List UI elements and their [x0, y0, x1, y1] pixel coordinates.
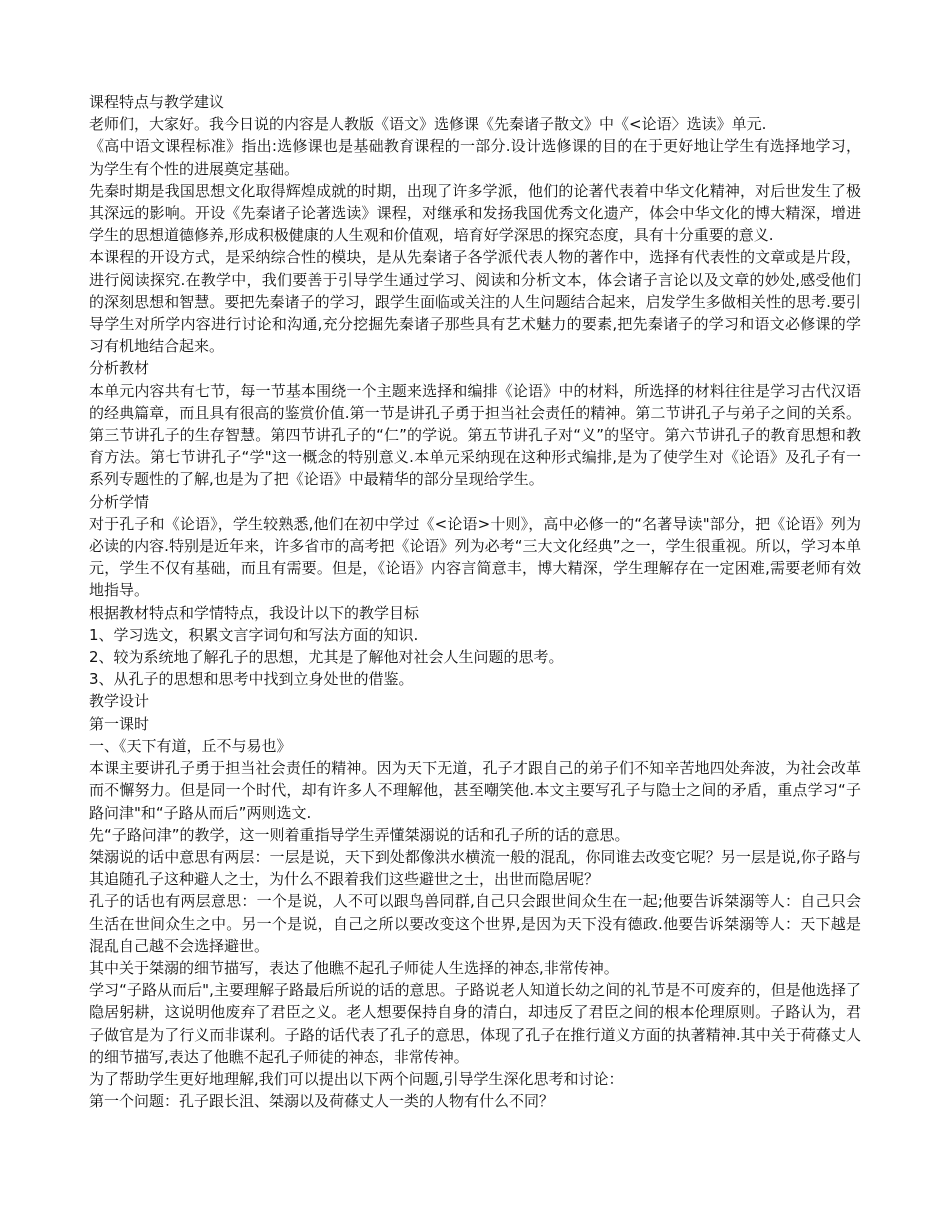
paragraph: 孔子的话也有两层意思：一个是说，人不可以跟鸟兽同群,自己只会跟世间众生在一起;他要告诉桀溺等人：自己只会生活在世间众生之中。另一个是说，自己之所以要改变这个世界,是因为天下没有德政.他要告诉桀溺等人：天下越是混乱自己越不会选择避世。	[89, 892, 861, 955]
paragraph: 为了帮助学生更好地理解,我们可以提出以下两个问题,引导学生深化思考和讨论：	[89, 1069, 624, 1088]
teaching-goal-item: 2、较为系统地了解孔子的思想，尤其是了解他对社会人生问题的思考。	[89, 648, 564, 667]
paragraph: 先“子路问津”的教学，这一则着重指导学生弄懂桀溺说的话和孔子所的话的意思。	[89, 825, 630, 844]
paragraph: 桀溺说的话中意思有两层：一层是说，天下到处都像洪水横流一般的混乱，你同谁去改变它呢？另一层是说,你子路与其追随孔子这种避人之士，为什么不跟着我们这些避世之士，出世而隐居呢？	[89, 847, 861, 889]
paragraph: 本课程的开设方式，是采纳综合性的模块，是从先秦诸子各学派代表人物的著作中，选择有代表性的文章或是片段，进行阅读探究.在教学中，我们要善于引导学生通过学习、阅读和分析文本，体会诸子言论以及文章的妙处,感受他们的深刻思想和智慧。要把先秦诸子的学习，跟学生面临或关注的人生问题结合起来，启发学生多做相关性的思考.要引导学生对所学内容进行讨论和沟通,充分挖掘先秦诸子那些具有艺术魅力的要素,把先秦诸子的学习和语文必修课的学习有机地结合起来。	[89, 248, 861, 356]
teaching-goal-item: 1、学习选文，积累文言字词句和写法方面的知识.	[89, 625, 419, 644]
paragraph: 根据教材特点和学情特点，我设计以下的教学目标	[89, 603, 420, 622]
paragraph: 学习“子路从而后",主要理解子路最后所说的话的意思。子路说老人知道长幼之间的礼节是不可废弃的，但是他选择了隐居躬耕，这说明他废弃了君臣之义。老人想要保持自身的清白，却违反了君臣之间的根本伦理原则。子路认为，君子做官是为了行义而非谋利。子路的话代表了孔子的意思，体现了孔子在推行道义方面的执著精神.其中关于荷蓧丈人的细节描写,表达了他瞧不起孔子师徒的神态，非常传神。	[89, 981, 861, 1066]
paragraph: 第一个问题：孔子跟长沮、桀溺以及荷蓧丈人一类的人物有什么不同？	[89, 1092, 555, 1111]
section-heading-analyze-students: 分析学情	[89, 492, 150, 511]
section-heading-course-features: 课程特点与教学建议	[89, 93, 225, 111]
paragraph: 本单元内容共有七节，每一节基本围绕一个主题来选择和编排《论语》中的材料，所选择的材料往往是学习古代汉语的经典篇章，而且具有很高的鉴赏价值.第一节是讲孔子勇于担当社会责任的精神。第二节讲孔子与弟子之间的关系。第三节讲孔子的生存智慧。第四节讲孔子的“仁”的学说。第五节讲孔子对“义”的坚守。第六节讲孔子的教育思想和教育方法。第七节讲孔子“学"这一概念的特别意义.本单元采纳现在这种形式编排,是为了使学生对《论语》及孔子有一系列专题性的了解,也是为了把《论语》中最精华的部分呈现给学生。	[89, 381, 861, 489]
paragraph: 老师们，大家好。我今日说的内容是人教版《语文》选修课《先秦诸子散文》中《<论语〉选读》单元.	[89, 115, 767, 134]
section-heading-first-lesson: 第一课时	[89, 714, 150, 733]
section-heading-analyze-textbook: 分析教材	[89, 359, 150, 378]
section-heading-lesson-title: 一、《天下有道，丘不与易也》	[89, 736, 292, 755]
paragraph: 其中关于桀溺的细节描写，表达了他瞧不起孔子师徒人生选择的神态,非常传神。	[89, 958, 619, 977]
document-body	[89, 91, 861, 1112]
paragraph: 《高中语文课程标准》指出:选修课也是基础教育课程的一部分.设计选修课的目的在于更好地让学生有选择地学习，为学生有个性的进展奠定基础。	[89, 137, 861, 178]
paragraph: 本课主要讲孔子勇于担当社会责任的精神。因为天下无道，孔子才跟自己的弟子们不知辛苦地四处奔波，为社会改革而不懈努力。但是同一个时代，却有许多人不理解他，甚至嘲笑他.本文主要写孔子与隐士之间的矛盾，重点学习“子路问津"和“子路从而后”两则选文.	[89, 759, 861, 822]
teaching-goal-item: 3、从孔子的思想和思考中找到立身处世的借鉴。	[89, 670, 414, 689]
paragraph: 对于孔子和《论语》，学生较熟悉,他们在初中学过《<论语>十则》，高中必修一的“名著导读"部分，把《论语》列为必读的内容.特别是近年来，许多省市的高考把《论语》列为必考“三大文化经典”之一，学生很重视。所以，学习本单元，学生不仅有基础，而且有需要。但是，《论语》内容言简意丰，博大精深，学生理解存在一定困难,需要老师有效地指导。	[89, 514, 861, 600]
paragraph: 先秦时期是我国思想文化取得辉煌成就的时期，出现了许多学派，他们的论著代表着中华文化精神，对后世发生了极其深远的影响。开设《先秦诸子论著选读》课程，对继承和发扬我国优秀文化遗产，体会中华文化的博大精深，增进学生的思想道德修养,形成积极健康的人生观和价值观，培育好学深思的探究态度，具有十分重要的意义.	[89, 181, 861, 245]
section-heading-teaching-design: 教学设计	[89, 692, 150, 711]
